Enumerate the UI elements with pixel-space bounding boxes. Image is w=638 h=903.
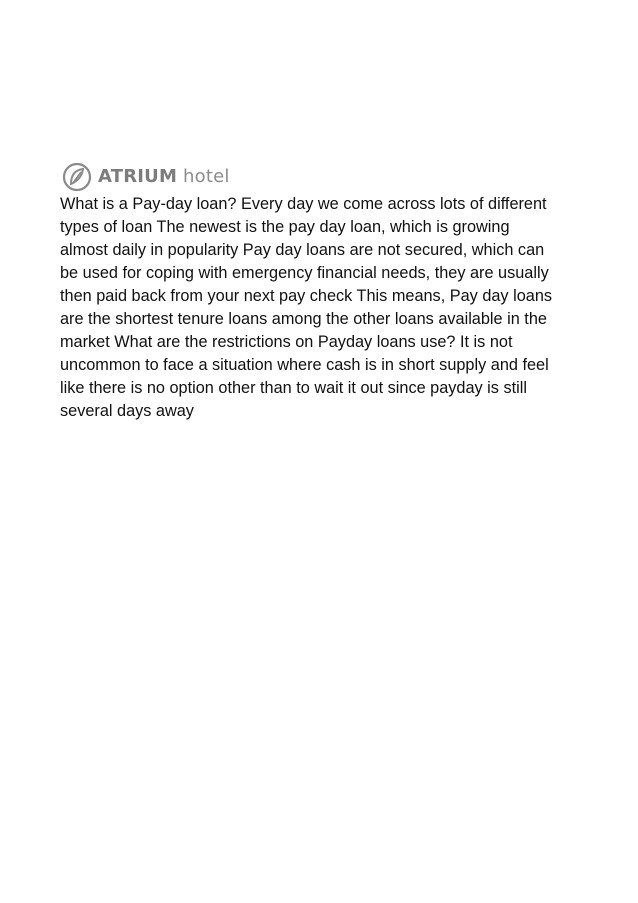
logo-wordmark [98, 167, 230, 187]
article-body: What is a Pay-day loan? Every day we come across lots of different types of loan The newest is the pay day loan, which is growing almost daily in popularity Pay day loans are not secured, which can be used for coping with emergency financial needs, they are usually then paid back from your next pay check This means, Pay day loans are the shortest tenure loans among the other loans available in the market What are the restrictions on Payday loans use? It is not uncommon to face a situation where cash is in short supply and feel like there is no option other than to wait it out since payday is still several days away [60, 195, 553, 420]
atrium-leaf-logo-icon [62, 162, 92, 192]
logo-suffix: hotel [177, 166, 230, 187]
atrium-hotel-logo [62, 160, 230, 194]
logo-brand: ATRIUM [98, 166, 178, 187]
